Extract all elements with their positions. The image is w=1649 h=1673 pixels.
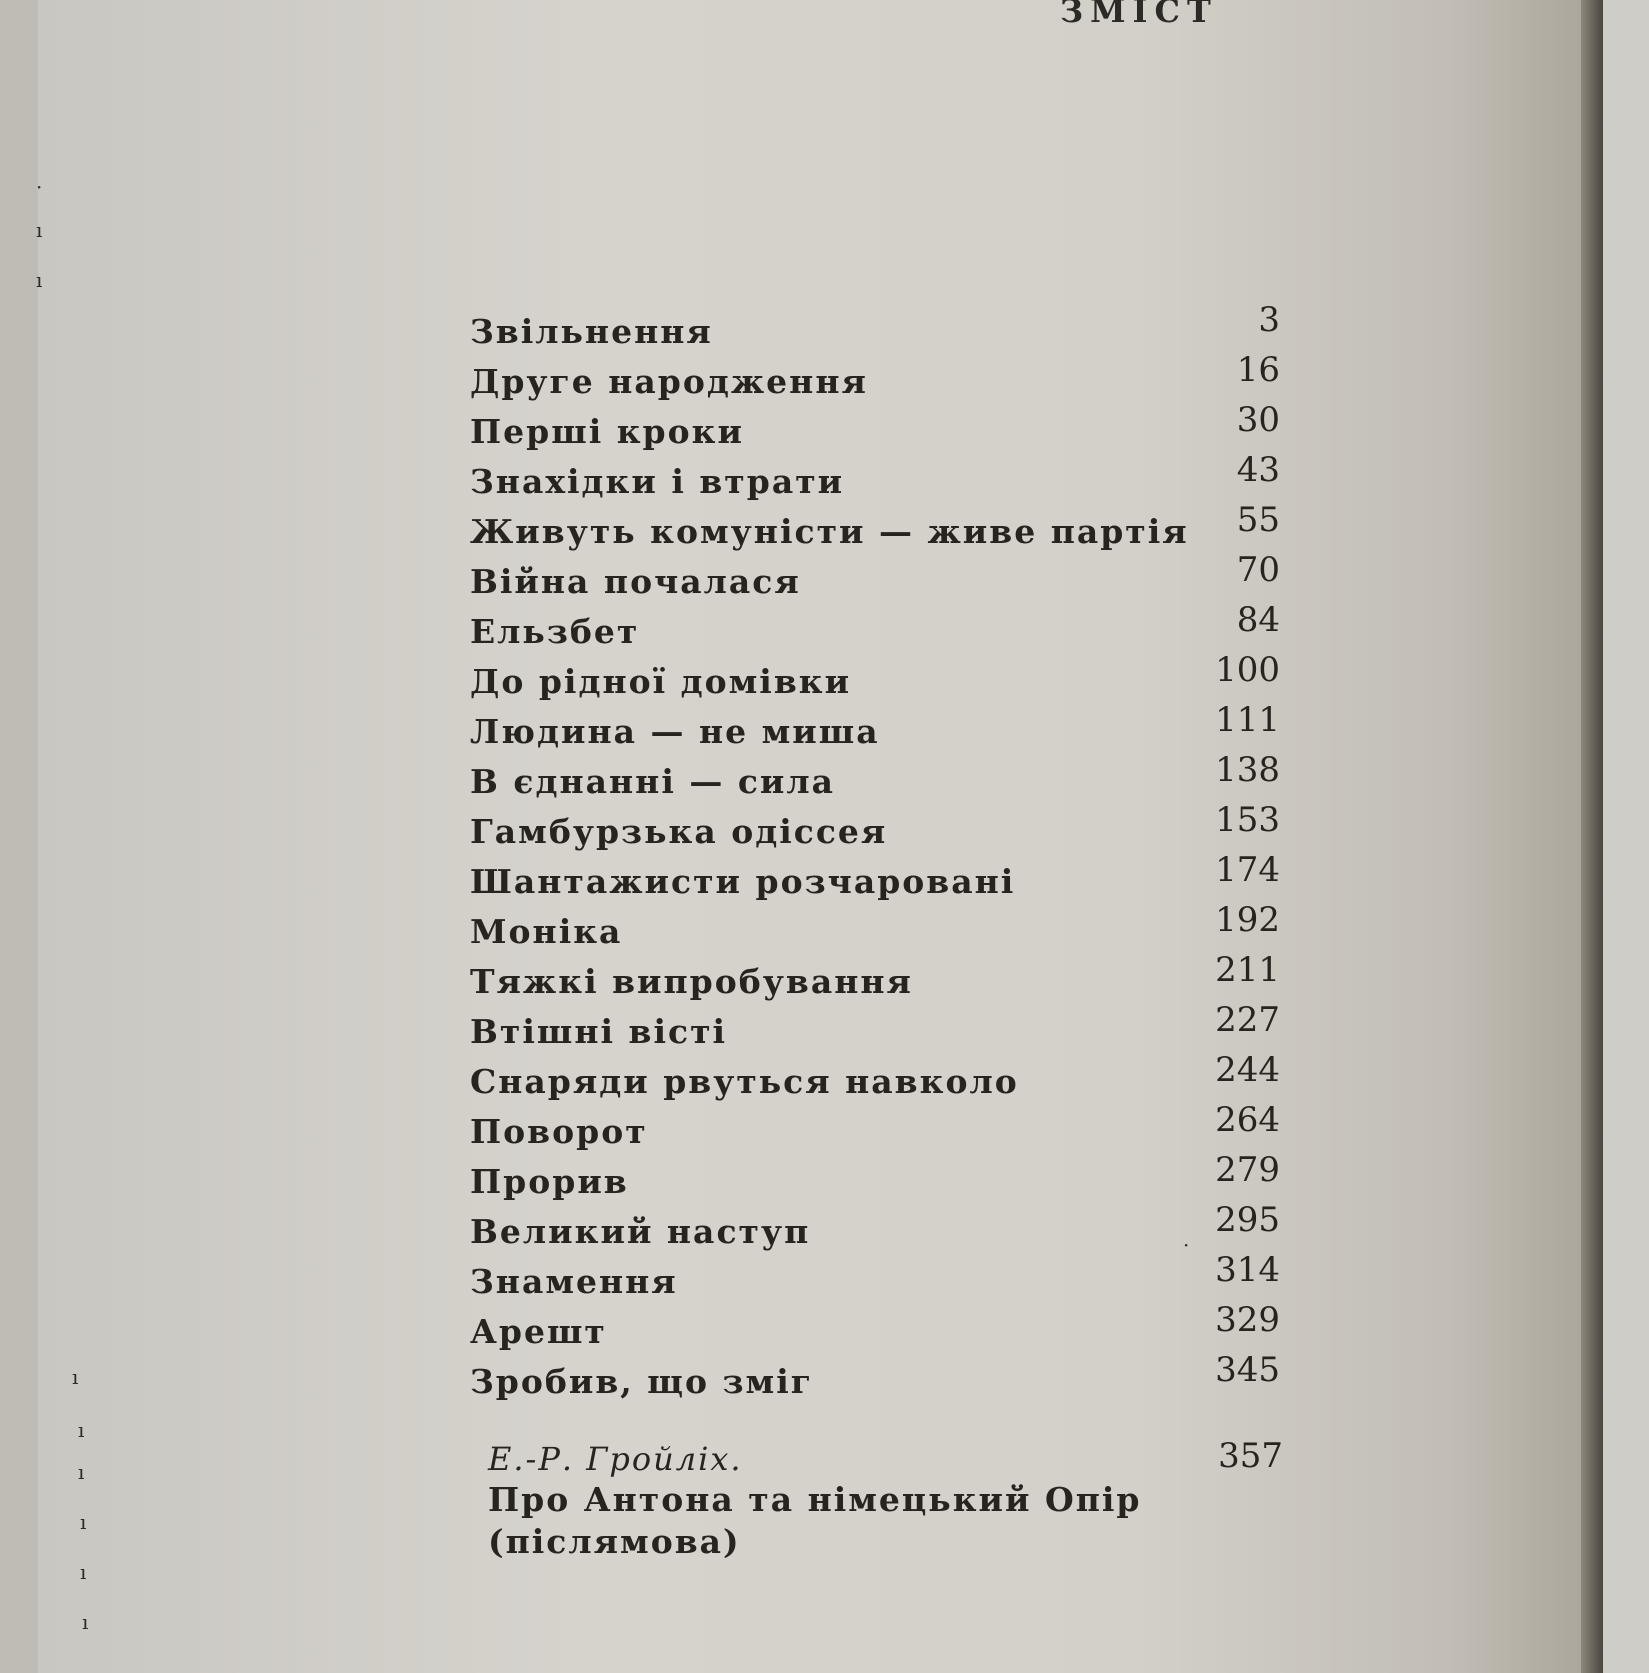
toc-entry — [470, 450, 1280, 500]
toc-entry — [470, 400, 1280, 450]
entry-page-number: 279 — [1215, 1150, 1280, 1190]
toc-entry — [470, 1250, 1280, 1300]
entry-title: Прорив — [470, 1162, 629, 1201]
toc-entry — [470, 500, 1280, 550]
afterword-title-line-1: Про Антона та німецький Опір — [488, 1480, 1142, 1519]
toc-entry — [470, 1100, 1280, 1150]
entry-page-number: 84 — [1236, 600, 1280, 640]
afterword-title-line-2: (післямова) — [488, 1522, 741, 1561]
margin-mark: · — [36, 175, 43, 199]
toc-entry — [470, 900, 1280, 950]
toc-entry — [470, 600, 1280, 650]
afterword-author: Е.-Р. Гройліх. — [488, 1440, 743, 1478]
margin-mark: ı — [36, 268, 43, 292]
entry-title: Шантажисти розчаровані — [470, 862, 1016, 901]
entry-page-number: 43 — [1236, 450, 1280, 490]
entry-page-number: 111 — [1215, 700, 1280, 740]
entry-page-number: 264 — [1215, 1100, 1280, 1140]
margin-mark: ı — [80, 1510, 87, 1534]
entry-title: Війна почалася — [470, 562, 801, 601]
toc-entry — [470, 550, 1280, 600]
entry-page-number: 192 — [1215, 900, 1280, 940]
entry-title: Зробив, що зміг — [470, 1362, 813, 1401]
entry-page-number: 244 — [1215, 1050, 1280, 1090]
margin-mark: ı — [80, 1560, 87, 1584]
margin-mark: ı — [36, 218, 43, 242]
toc-entry — [470, 350, 1280, 400]
entry-title: Знахідки і втрати — [470, 462, 845, 501]
entry-title: Живуть комуністи — живе партія — [470, 512, 1189, 551]
toc-entry — [470, 300, 1280, 350]
toc-entry — [470, 800, 1280, 850]
entry-title: Перші кроки — [470, 412, 744, 451]
toc-entry — [470, 1150, 1280, 1200]
toc-entry — [470, 1050, 1280, 1100]
entry-title: Втішні вісті — [470, 1012, 728, 1051]
entry-title: Арешт — [470, 1312, 607, 1351]
toc-entry — [470, 1300, 1280, 1350]
entry-title: Тяжкі випробування — [470, 962, 913, 1001]
entry-title: Людина — не миша — [470, 712, 880, 751]
entry-title: Ельзбет — [470, 612, 640, 651]
entry-title: Поворот — [470, 1112, 648, 1151]
entry-page-number: 329 — [1215, 1300, 1280, 1340]
toc-entry — [470, 700, 1280, 750]
entry-title: Звільнення — [470, 312, 713, 351]
entry-page-number: 227 — [1215, 1000, 1280, 1040]
entry-title: Моніка — [470, 912, 623, 951]
margin-mark: ı — [72, 1365, 79, 1389]
entry-page-number: 314 — [1215, 1250, 1280, 1290]
entry-title: Гамбурзька одіссея — [470, 812, 888, 851]
toc-entry — [470, 1350, 1280, 1400]
toc-entry — [470, 650, 1280, 700]
entry-page-number: 70 — [1236, 550, 1280, 590]
margin-mark: · — [1183, 1233, 1190, 1257]
page-edge — [1581, 0, 1603, 1673]
margin-mark: ı — [78, 1418, 85, 1442]
entry-page-number: 138 — [1215, 750, 1280, 790]
margin-mark: ı — [78, 1460, 85, 1484]
toc-entry — [470, 750, 1280, 800]
toc-entry — [470, 1000, 1280, 1050]
toc-entry — [470, 1200, 1280, 1250]
afterword-entry — [488, 1436, 1283, 1562]
entry-title: Великий наступ — [470, 1212, 811, 1251]
entry-page-number: 295 — [1215, 1200, 1280, 1240]
entry-page-number: 100 — [1215, 650, 1280, 690]
margin-mark: ı — [82, 1610, 89, 1634]
entry-page-number: 174 — [1215, 850, 1280, 890]
toc-entry — [470, 850, 1280, 900]
entry-title: Знамення — [470, 1262, 678, 1301]
afterword-page-number: 357 — [1218, 1436, 1283, 1476]
entry-page-number: 3 — [1258, 300, 1280, 340]
entry-page-number: 345 — [1215, 1350, 1280, 1390]
entry-title: Снаряди рвуться навколо — [470, 1062, 1019, 1101]
entry-page-number: 153 — [1215, 800, 1280, 840]
toc-entry — [470, 950, 1280, 1000]
table-of-contents — [470, 300, 1280, 1400]
entry-page-number: 30 — [1236, 400, 1280, 440]
entry-page-number: 16 — [1236, 350, 1280, 390]
entry-page-number: 211 — [1215, 950, 1280, 990]
page-heading: ЗМІСТ — [1060, 0, 1218, 30]
entry-page-number: 55 — [1236, 500, 1280, 540]
entry-title: В єднанні — сила — [470, 762, 836, 801]
entry-title: До рідної домівки — [470, 662, 852, 701]
background-surface — [1603, 0, 1649, 1673]
entry-title: Друге народження — [470, 362, 868, 401]
